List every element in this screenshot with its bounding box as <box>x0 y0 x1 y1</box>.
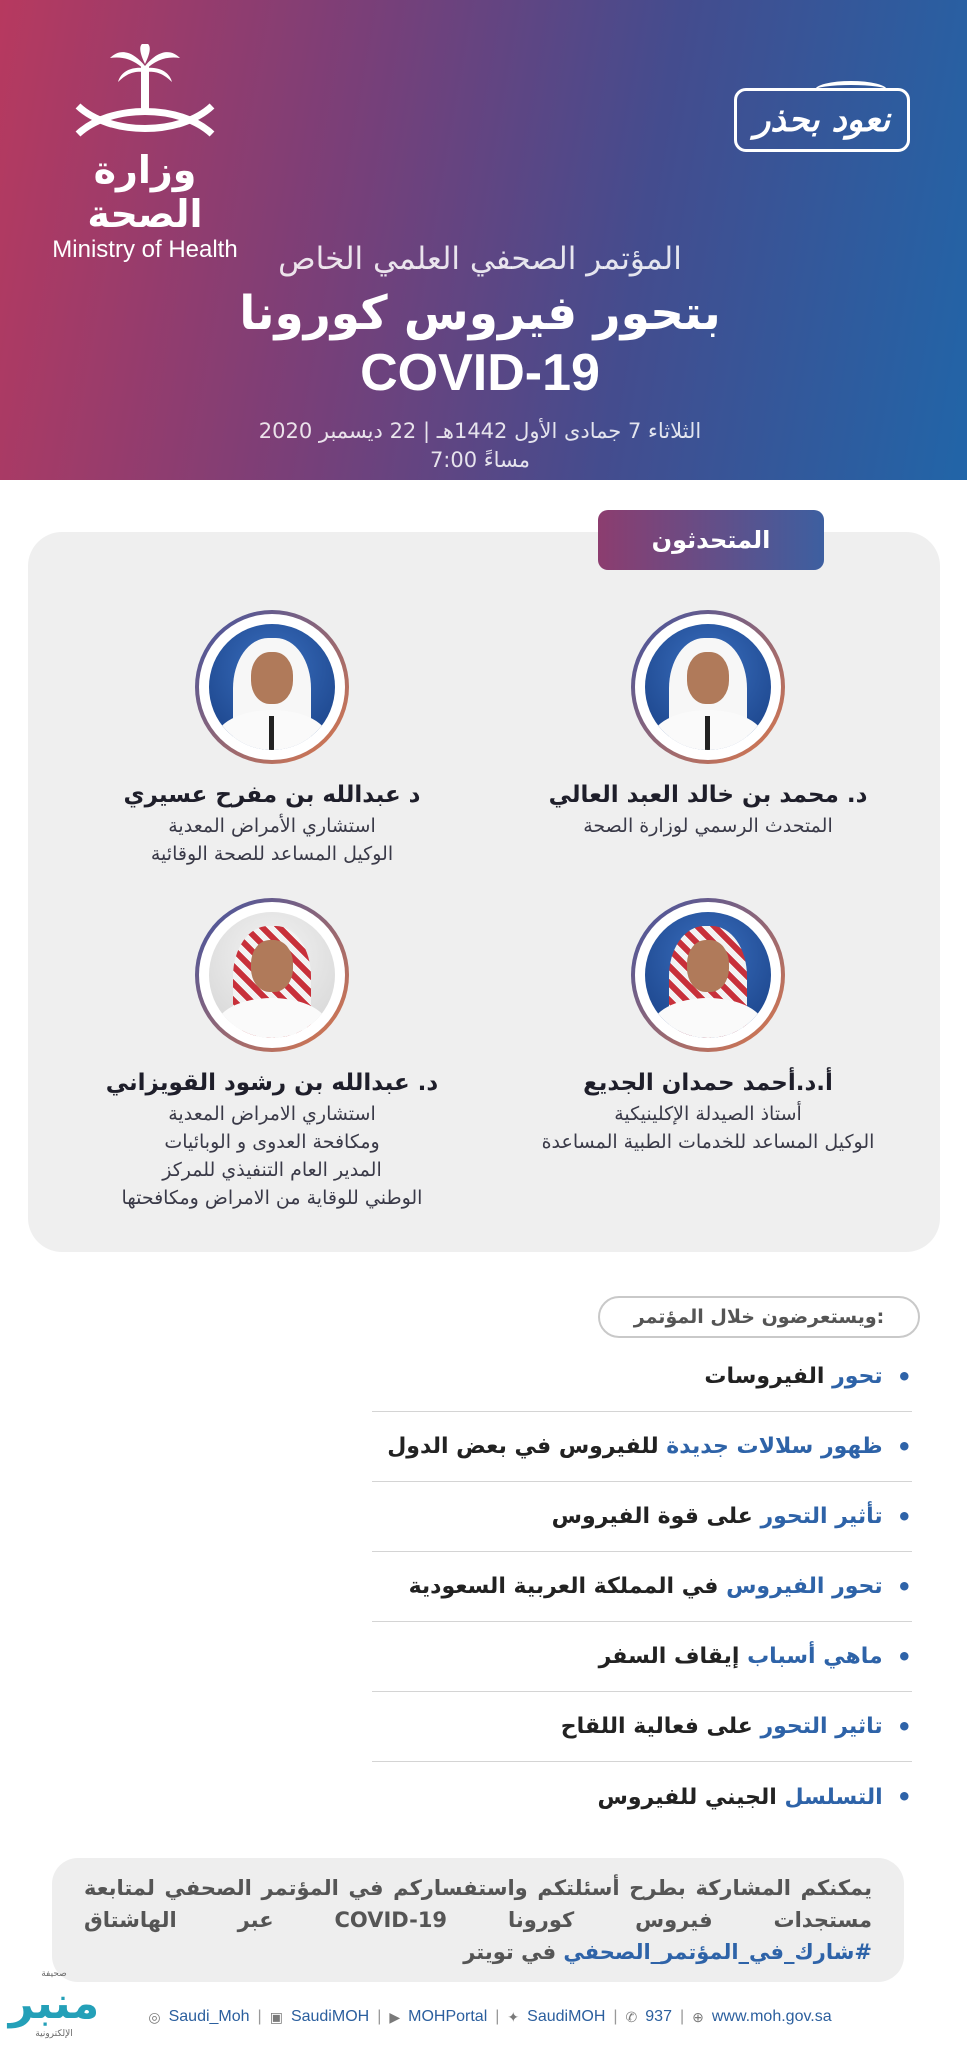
topic-highlight: تحور <box>832 1364 883 1389</box>
speaker-role: المتحدث الرسمي لوزارة الصحة <box>583 815 833 837</box>
watermark-top: صحيفة <box>41 1969 67 1979</box>
logo-arabic-text: وزارة الصحة <box>87 148 203 236</box>
speaker-role: الوكيل المساعد للخدمات الطبية المساعدة <box>541 1131 875 1153</box>
phone-icon: ✆ <box>625 2008 638 2025</box>
bullet-icon: • <box>896 1783 912 1811</box>
topic-highlight: التسلسل <box>784 1784 883 1810</box>
speaker-name: أ.د.أحمد حمدان الجديع <box>583 1070 833 1096</box>
covid-label: COVID-19 <box>360 344 600 402</box>
note-text: يمكنكم المشاركة بطرح أسئلتكم واستفساركم في المؤتمر الصحفي لمتابعة مستجدات فيروس كورونا COVID-19 عبر الهاشتاق <box>84 1876 872 1932</box>
speaker-role: استشاري الأمراض المعدية <box>168 815 376 837</box>
moh-logo <box>40 44 250 264</box>
speakers-heading: المتحدثون <box>598 510 824 570</box>
speaker-role: ومكافحة العدوى و الوبائيات <box>164 1131 380 1153</box>
bullet-icon: • <box>896 1362 912 1391</box>
header-banner <box>0 0 967 480</box>
footer-contacts <box>140 2000 840 2034</box>
speaker-card <box>488 610 928 840</box>
list-item <box>372 1482 912 1552</box>
topic-text: الجيني للفيروس <box>597 1784 777 1810</box>
topic-text: على قوة الفيروس <box>551 1504 753 1529</box>
snapchat-handle[interactable]: Saudi_Moh <box>168 2008 250 2025</box>
speaker-role: المدير العام التنفيذي للمركز <box>162 1159 382 1181</box>
conference-title-block <box>180 238 780 474</box>
topic-highlight: ظهور سلالات جديدة <box>666 1434 883 1459</box>
speaker-role: أستاذ الصيدلة الإكلينيكية <box>614 1103 802 1125</box>
avatar <box>195 898 349 1052</box>
speaker-role: الوطني للوقاية من الامراض ومكافحتها <box>121 1187 423 1209</box>
topics-heading: ويستعرضون خلال المؤتمر: <box>598 1296 920 1338</box>
speaker-name: د. محمد بن خالد العبد العالي <box>548 782 868 808</box>
speaker-role: الوكيل المساعد للصحة الوقائية <box>150 843 394 865</box>
topic-text: في المملكة العربية السعودية <box>408 1574 719 1599</box>
list-item <box>372 1762 912 1832</box>
speaker-card <box>52 610 492 868</box>
conference-time: 7:00 مساءً <box>429 448 531 472</box>
watermark-logo: منبر <box>8 1978 100 2029</box>
twitter-handle[interactable]: SaudiMOH <box>527 2008 606 2025</box>
list-item <box>372 1692 912 1762</box>
watermark-bottom: الإلكترونية <box>35 2029 73 2039</box>
bullet-icon: • <box>896 1432 912 1461</box>
avatar <box>195 610 349 764</box>
bullet-icon: • <box>896 1572 912 1601</box>
palm-swords-icon <box>70 44 220 144</box>
twitter-icon: ✦ <box>507 2008 520 2025</box>
divider: | <box>679 2008 685 2025</box>
topic-highlight: تحور الفيروس <box>726 1574 883 1599</box>
topic-highlight: تأثير التحور <box>760 1504 883 1529</box>
divider: | <box>257 2008 262 2025</box>
phone-number[interactable]: 937 <box>645 2008 672 2025</box>
conference-subtitle: المؤتمر الصحفي العلمي الخاص <box>278 241 682 277</box>
topic-text: على فعالية اللقاح <box>560 1714 753 1739</box>
divider: | <box>495 2008 500 2025</box>
bullet-icon: • <box>896 1712 912 1741</box>
topic-text: الفيروسات <box>704 1364 825 1389</box>
publisher-watermark <box>6 1968 102 2042</box>
snapchat-icon: ◎ <box>148 2008 161 2025</box>
speaker-card <box>488 898 928 1156</box>
avatar <box>631 610 785 764</box>
list-item <box>372 1622 912 1692</box>
speaker-name: د عبدالله بن مفرح عسيري <box>123 782 421 808</box>
instagram-icon: ▣ <box>269 2008 283 2025</box>
youtube-handle[interactable]: MOHPortal <box>408 2008 488 2025</box>
speaker-name: د. عبدالله بن رشود القويزاني <box>105 1070 439 1096</box>
topic-text: إيقاف السفر <box>598 1644 740 1669</box>
website-link[interactable]: www.moh.gov.sa <box>711 2008 832 2025</box>
globe-icon: ⊕ <box>692 2008 704 2025</box>
hashtag-link[interactable]: #شارك_في_المؤتمر_الصحفي <box>563 1940 872 1964</box>
bullet-icon: • <box>896 1502 912 1531</box>
list-item <box>372 1342 912 1412</box>
divider: | <box>613 2008 618 2025</box>
logo-english-text: Ministry of Health <box>52 236 238 263</box>
conference-title: بتحور فيروس كورونا <box>239 286 721 341</box>
bullet-icon: • <box>896 1642 912 1671</box>
topic-text: للفيروس في بعض الدول <box>387 1434 659 1459</box>
topic-highlight: تاثير التحور <box>760 1714 883 1739</box>
speaker-role: استشاري الامراض المعدية <box>168 1103 376 1125</box>
youtube-icon: ▶ <box>389 2008 401 2025</box>
list-item <box>372 1412 912 1482</box>
instagram-handle[interactable]: SaudiMOH <box>290 2008 370 2025</box>
conference-date: الثلاثاء 7 جمادى الأول 1442هـ | 22 ديسمبر 2020 <box>258 419 702 443</box>
topic-highlight: ماهي أسباب <box>747 1644 883 1669</box>
campaign-badge: نعود بحذر <box>734 88 910 152</box>
list-item <box>372 1552 912 1622</box>
participation-note <box>52 1858 904 1982</box>
divider: | <box>377 2008 382 2025</box>
speaker-card <box>52 898 492 1212</box>
avatar <box>631 898 785 1052</box>
note-suffix: في تويتر <box>463 1940 557 1964</box>
